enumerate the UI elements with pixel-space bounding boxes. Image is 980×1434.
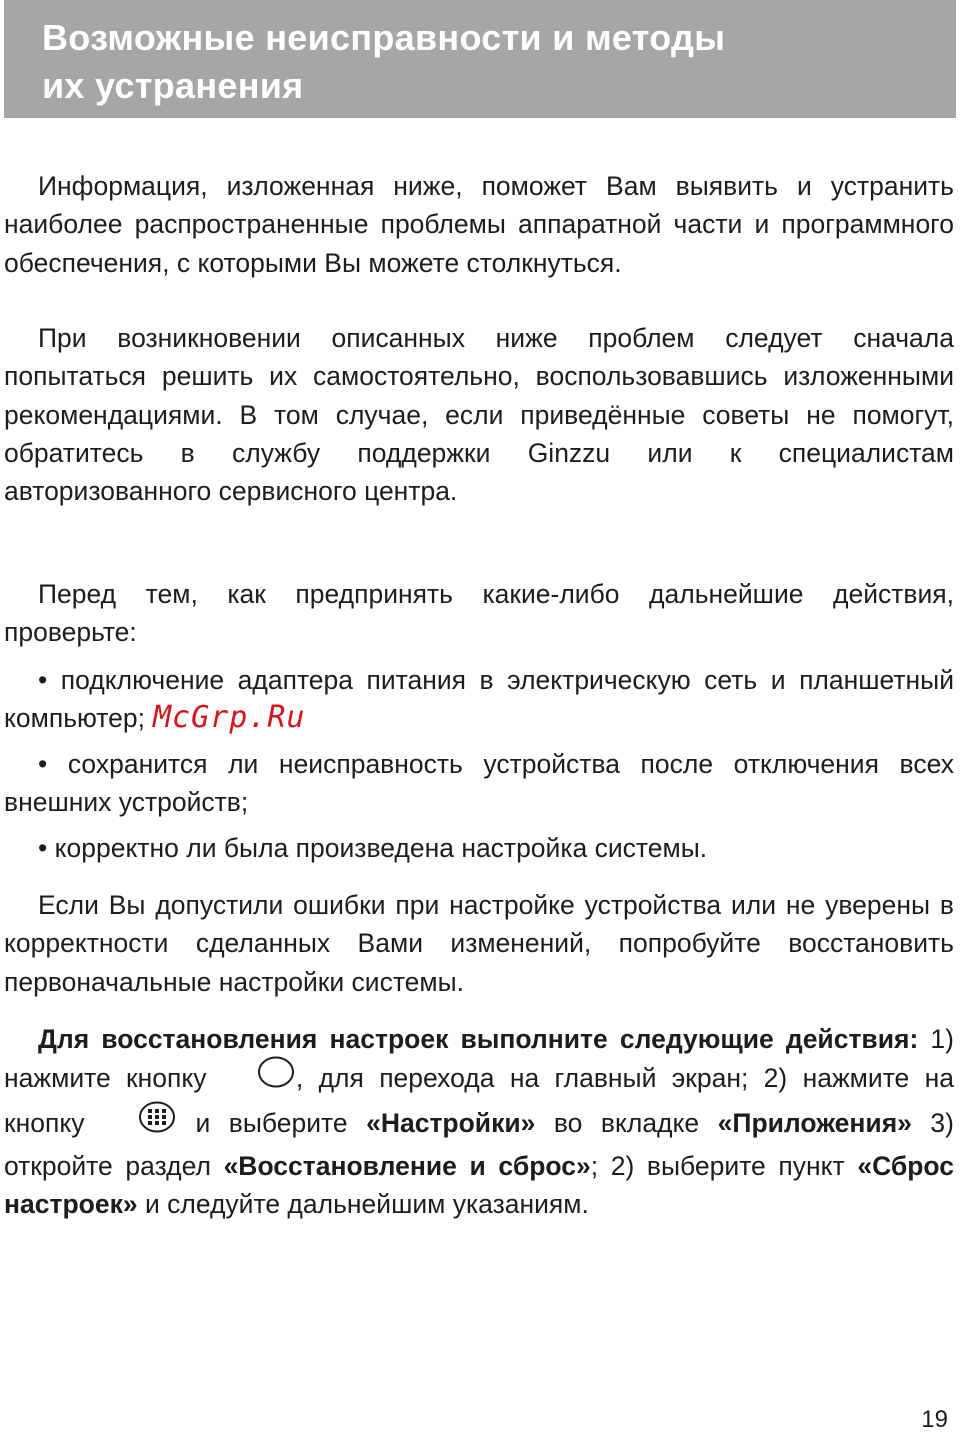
intro-paragraph-2: При возникновении описанных ниже проблем следует сначала попытаться решить их самостоятельно, воспользовавшись изложенными рекомендациями. В том случае, если приведённые советы не помогут, обратитесь в службу поддержки Ginzzu или к специалистам авторизованного сервисного центра. [4,323,954,507]
page-title-line-2: их устранения [42,65,304,106]
reset-step-1-text: 1) нажмите кнопку [4,1024,954,1094]
checks-item-1 [4,661,954,738]
section-header [4,0,956,118]
settings-label: «Настройки» [366,1107,536,1138]
intro-paragraph-1: Информация, изложенная ниже, поможет Вам выявить и устранить наиболее распространенные проблемы аппаратной части и программного обеспечения, с которыми Вы можете столкнуться. [4,171,954,278]
apps-grid-icon [103,1100,177,1144]
reset-intro-paragraph: Если Вы допустили ошибки при настройке устройства или не уверены в корректности сделанных Вами изменений, попробуйте восстановить первоначальные настройки системы. [4,890,954,997]
watermark-text: McGrp.Ru [152,700,306,736]
reset-step-5-text: 3) откройте раздел [4,1107,954,1181]
checks-item-2: • сохранится ли неисправность устройства после отключения всех внешних устройств; [4,749,954,818]
reset-steps-paragraph [4,1020,954,1223]
checks-item-3: • корректно ли была произведена настройка системы. [38,833,708,863]
apps-tab-label: «Приложения» [717,1107,912,1138]
restore-section-label: «Восстановление и сброс» [223,1150,591,1181]
reset-step-2-text: , для перехода на главный экран; 2) нажмите на кнопку [4,1063,954,1138]
reset-step-4-text: во вкладке [535,1107,718,1138]
reset-steps-lead: Для восстановления настроек выполните следующие действия: [38,1024,919,1054]
reset-step-3-text: и выберите [176,1107,367,1138]
checks-lead-paragraph: Перед тем, как предпринять какие-либо дальнейшие действия, проверьте: [4,579,954,648]
page-number: 19 [921,1406,948,1433]
factory-reset-label: «Сброс настроек» [4,1150,954,1220]
reset-step-7-text: и следуйте дальнейшим указаниям. [137,1189,589,1220]
reset-step-6-text: ; 2) выберите пункт [590,1150,858,1181]
home-button-icon [222,1055,296,1099]
page-title-line-1: Возможные неисправности и методы [42,17,726,58]
checks-item-1-text: • подключение адаптера питания в электрическую сеть и планшетный компьютер; [4,665,954,734]
